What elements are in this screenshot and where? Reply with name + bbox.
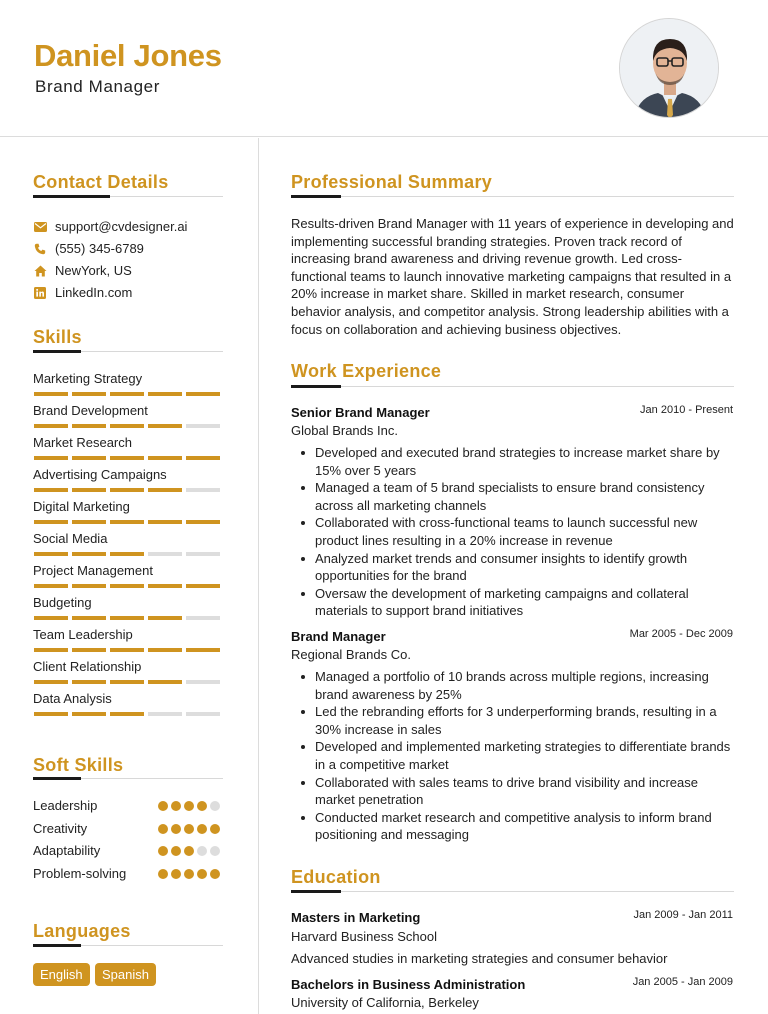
profile-photo-image: [620, 19, 719, 118]
skill-label: Digital Marketing: [33, 499, 130, 514]
job-bullets: [315, 444, 735, 620]
skill-level-segment: [148, 616, 182, 620]
skill-level-segment: [72, 392, 106, 396]
experience-title: Work Experience: [291, 361, 442, 381]
rating-dot: [158, 846, 168, 856]
skill-level-segment: [148, 392, 182, 396]
skill-label: Market Research: [33, 435, 132, 450]
home-icon: [33, 264, 47, 278]
rating-dot: [210, 846, 220, 856]
skill-level-segment: [186, 488, 220, 492]
bullet-item: Collaborated with sales teams to drive brand visibility and increase market penetration: [315, 774, 735, 809]
skill-level-bar: [34, 424, 220, 428]
candidate-role: Brand Manager: [35, 77, 160, 96]
skills-title: Skills: [33, 327, 82, 347]
skill-level-segment: [34, 552, 68, 556]
skill-level-segment: [72, 616, 106, 620]
bullet-item: Developed and implemented marketing strategies to differentiate brands in a competitive market: [315, 738, 735, 773]
contact-linkedin-text: LinkedIn.com: [55, 285, 133, 300]
job-bullets: [315, 668, 735, 844]
skill-level-segment: [72, 488, 106, 492]
bullet-item: Managed a team of 5 brand specialists to ensure brand consistency across all marketing channels: [315, 479, 735, 514]
soft-skill-rating: [158, 846, 220, 856]
job-title: Brand Manager: [291, 629, 386, 644]
skill-label: Advertising Campaigns: [33, 467, 167, 482]
bullet-item: Managed a portfolio of 10 brands across multiple regions, increasing brand awareness by 25%: [315, 668, 735, 703]
contact-email[interactable]: [33, 219, 187, 234]
education-dates: Jan 2005 - Jan 2009: [632, 976, 733, 988]
contact-linkedin[interactable]: [33, 285, 132, 300]
rating-dot: [197, 846, 207, 856]
education-school: Harvard Business School: [291, 929, 437, 944]
education-description: Advanced studies in marketing strategies and consumer behavior: [291, 951, 668, 966]
rating-dot: [184, 869, 194, 879]
experience-rule: [291, 386, 734, 387]
soft-skills-title: Soft Skills: [33, 755, 124, 775]
skill-label: Budgeting: [33, 595, 92, 610]
skill-level-segment: [110, 552, 144, 556]
skill-level-segment: [110, 712, 144, 716]
skill-level-segment: [148, 648, 182, 652]
education-school: University of California, Berkeley: [291, 995, 479, 1010]
bullet-item: Developed and executed brand strategies to increase market share by 15% over 5 years: [315, 444, 735, 479]
rating-dot: [197, 824, 207, 834]
skill-level-segment: [148, 712, 182, 716]
soft-skill-rating: [158, 824, 220, 834]
rating-dot: [210, 824, 220, 834]
skill-level-segment: [186, 680, 220, 684]
rating-dot: [158, 824, 168, 834]
profile-photo: [619, 18, 719, 118]
skill-level-bar: [34, 648, 220, 652]
skill-level-segment: [34, 520, 68, 524]
skill-level-segment: [110, 616, 144, 620]
skill-level-segment: [34, 648, 68, 652]
job-company: Global Brands Inc.: [291, 423, 398, 438]
skill-level-bar: [34, 680, 220, 684]
education-dates: Jan 2009 - Jan 2011: [633, 909, 733, 921]
rating-dot: [171, 846, 181, 856]
rating-dot: [184, 824, 194, 834]
bullet-item: Conducted market research and competitive analysis to inform brand positioning and messaging: [315, 809, 735, 844]
skill-level-bar: [34, 456, 220, 460]
skill-level-segment: [186, 520, 220, 524]
soft-skill-rating: [158, 801, 220, 811]
skill-level-segment: [72, 584, 106, 588]
rating-dot: [197, 801, 207, 811]
skill-level-segment: [72, 456, 106, 460]
education-rule: [291, 891, 734, 892]
rating-dot: [210, 801, 220, 811]
skill-level-segment: [34, 424, 68, 428]
skill-level-segment: [186, 648, 220, 652]
skill-level-segment: [110, 392, 144, 396]
soft-skill-label: Creativity: [33, 820, 88, 836]
skill-level-segment: [186, 616, 220, 620]
contact-location-text: NewYork, US: [55, 263, 132, 278]
skills-rule: [33, 351, 223, 352]
skill-level-segment: [34, 392, 68, 396]
envelope-icon: [33, 220, 47, 234]
soft-skill-rating: [158, 869, 220, 879]
bullet-item: Analyzed market trends and consumer insights to identify growth opportunities for the brand: [315, 550, 735, 585]
skill-label: Social Media: [33, 531, 108, 546]
skill-level-segment: [34, 584, 68, 588]
rating-dot: [184, 801, 194, 811]
rating-dot: [171, 824, 181, 834]
contact-location: [33, 263, 132, 278]
job-company: Regional Brands Co.: [291, 647, 411, 662]
contact-rule: [33, 196, 223, 197]
skill-level-segment: [72, 712, 106, 716]
skill-level-segment: [34, 712, 68, 716]
soft-skill-label: Adaptability: [33, 843, 101, 858]
skill-level-segment: [186, 712, 220, 716]
skill-level-segment: [186, 584, 220, 588]
skill-level-segment: [72, 520, 106, 524]
skill-level-bar: [34, 488, 220, 492]
contact-phone[interactable]: [33, 241, 144, 256]
skill-level-segment: [148, 488, 182, 492]
skill-label: Client Relationship: [33, 659, 142, 674]
skill-level-segment: [34, 616, 68, 620]
skill-level-segment: [34, 456, 68, 460]
skill-level-segment: [34, 488, 68, 492]
rating-dot: [184, 846, 194, 856]
job-dates: Mar 2005 - Dec 2009: [629, 628, 733, 640]
skill-level-bar: [34, 712, 220, 716]
skill-label: Brand Development: [33, 403, 148, 418]
skill-level-bar: [34, 552, 220, 556]
skill-level-segment: [148, 680, 182, 684]
rating-dot: [197, 869, 207, 879]
languages-title: Languages: [33, 921, 131, 941]
skill-level-segment: [186, 456, 220, 460]
job-dates: Jan 2010 - Present: [640, 404, 733, 416]
rating-dot: [158, 869, 168, 879]
rating-dot: [171, 869, 181, 879]
rating-dot: [210, 869, 220, 879]
skill-level-segment: [186, 424, 220, 428]
skill-level-bar: [34, 584, 220, 588]
languages-rule: [33, 945, 223, 946]
education-degree: Bachelors in Business Administration: [291, 977, 526, 992]
skill-level-segment: [110, 648, 144, 652]
skill-level-segment: [110, 680, 144, 684]
skill-level-bar: [34, 616, 220, 620]
skill-level-segment: [186, 552, 220, 556]
phone-icon: [33, 242, 47, 256]
skill-level-bar: [34, 520, 220, 524]
bullet-item: Collaborated with cross-functional teams to launch successful new product lines resulting in a 20% increase in revenue: [315, 514, 735, 549]
skill-level-bar: [34, 392, 220, 396]
skill-level-segment: [72, 680, 106, 684]
soft-skill-label: Leadership: [33, 798, 98, 813]
education-degree: Masters in Marketing: [291, 910, 421, 925]
skill-label: Marketing Strategy: [33, 371, 143, 386]
rating-dot: [158, 801, 168, 811]
skill-level-segment: [110, 424, 144, 428]
skill-label: Project Management: [33, 563, 153, 578]
skill-level-segment: [110, 584, 144, 588]
summary-title: Professional Summary: [291, 172, 493, 192]
skill-level-segment: [148, 520, 182, 524]
soft-skill-label: Problem-solving: [33, 865, 127, 881]
summary-text: Results-driven Brand Manager with 11 years of experience in developing and implementing successful branding strategies. Proven track record of increasing brand awareness and driving revenue growth. Led cross-functional teams to launch innovative marketing campaigns that resulted in a 20% increase in market share. Skilled in market research, consumer behavior analysis, and competitor analysis. Strong leadership abilities with a focus on collaboration and achieving business objectives.: [291, 216, 734, 337]
skill-label: Team Leadership: [33, 627, 133, 642]
skill-level-segment: [110, 520, 144, 524]
skill-level-segment: [148, 456, 182, 460]
skill-level-segment: [148, 552, 182, 556]
skill-level-segment: [72, 424, 106, 428]
skill-level-segment: [110, 488, 144, 492]
contact-phone-text: (555) 345-6789: [55, 241, 144, 256]
language-chip-english: English: [33, 963, 90, 986]
contact-title: Contact Details: [33, 172, 169, 192]
skill-level-segment: [72, 552, 106, 556]
linkedin-icon: [33, 286, 47, 300]
skill-level-segment: [34, 680, 68, 684]
language-chip-spanish: Spanish: [95, 963, 156, 986]
rating-dot: [171, 801, 181, 811]
candidate-name: Daniel Jones: [34, 38, 222, 73]
bullet-item: Oversaw the development of marketing campaigns and collateral materials to support brand initiatives: [315, 585, 735, 620]
education-title: Education: [291, 867, 381, 887]
skill-level-segment: [148, 424, 182, 428]
soft-skills-rule: [33, 778, 223, 779]
skill-label: Data Analysis: [33, 691, 112, 706]
summary-rule: [291, 196, 734, 197]
column-divider: [258, 138, 259, 1014]
skill-level-segment: [72, 648, 106, 652]
job-title: Senior Brand Manager: [291, 405, 430, 420]
resume-header: [0, 0, 768, 137]
skill-level-segment: [110, 456, 144, 460]
skill-level-segment: [186, 392, 220, 396]
bullet-item: Led the rebranding efforts for 3 underperforming brands, resulting in a 30% increase in sales: [315, 703, 735, 738]
skill-level-segment: [148, 584, 182, 588]
contact-email-text: support@cvdesigner.ai: [55, 219, 188, 234]
